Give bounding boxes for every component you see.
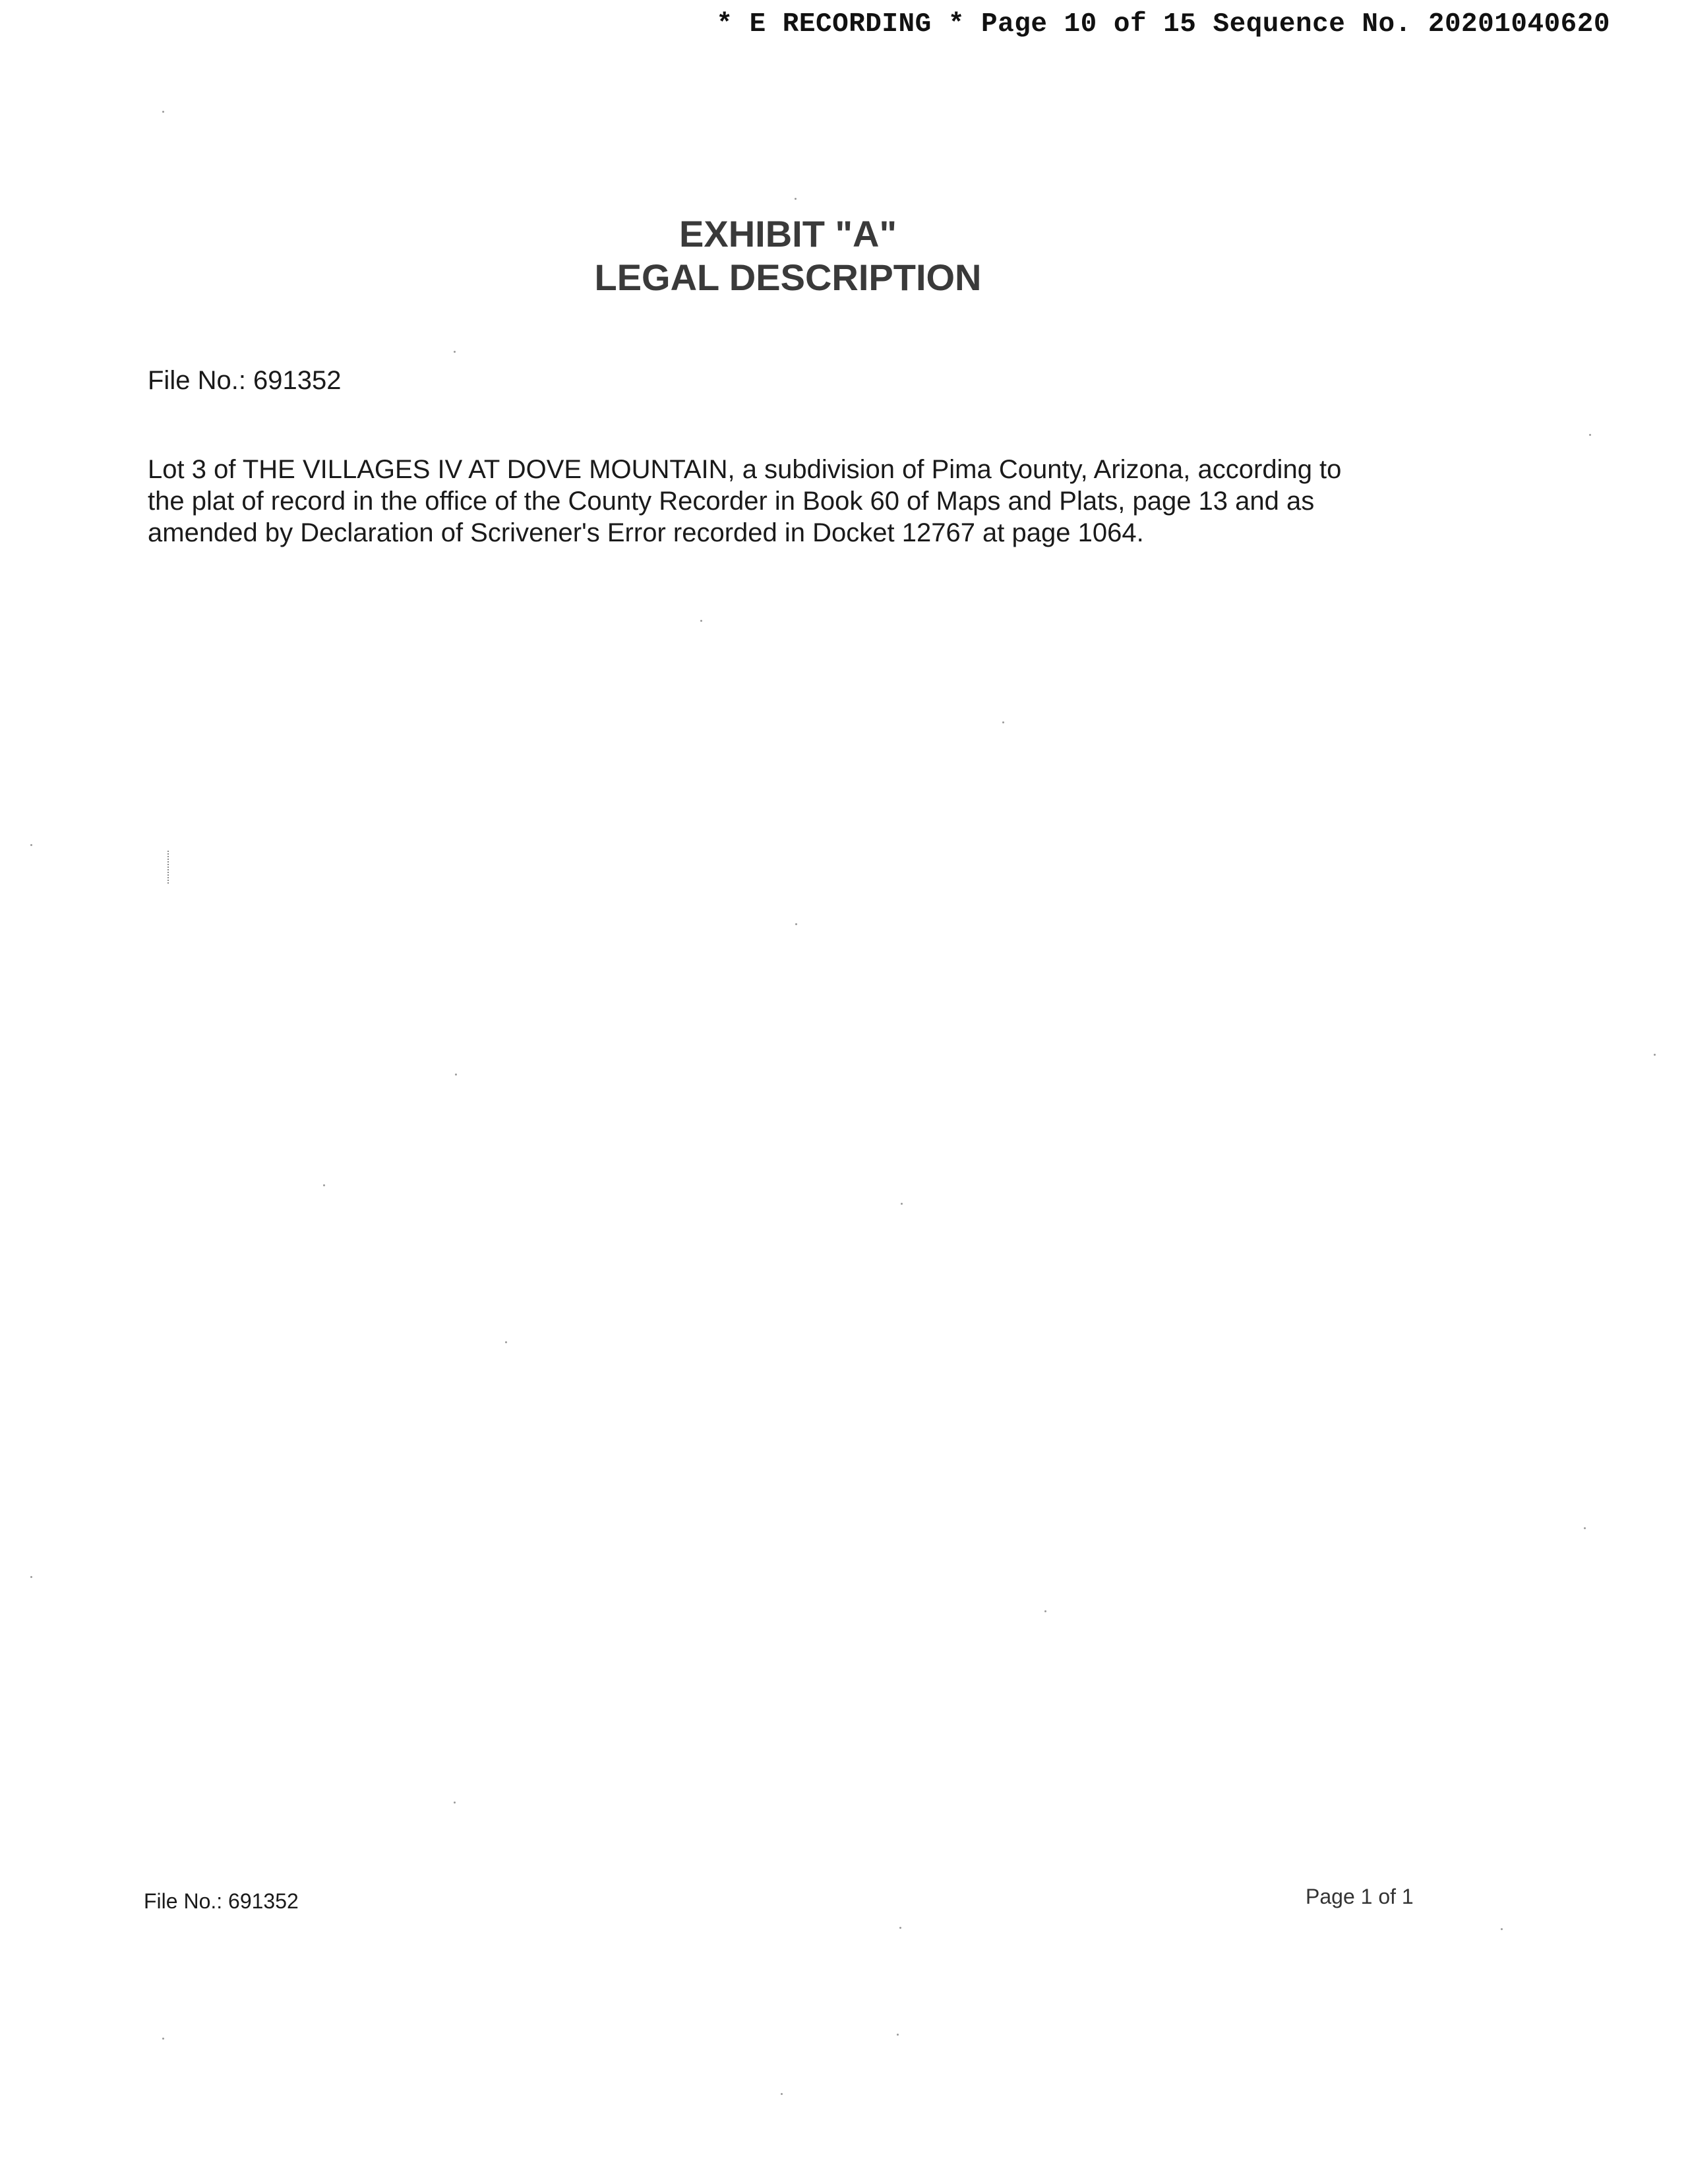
scan-speck [795,198,797,200]
scan-speck [505,1341,507,1343]
legal-description-line: Lot 3 of THE VILLAGES IV AT DOVE MOUNTAIN, a subdivision of Pima County, Arizona, according to [148,455,1342,484]
scan-speck [1501,1928,1503,1930]
scan-speck [781,2093,783,2095]
legal-description-line: amended by Declaration of Scrivener's Error recorded in Docket 12767 at page 1064. [148,518,1144,547]
scan-speck [454,1802,456,1804]
scan-speck [162,111,164,113]
scan-speck [323,1184,325,1186]
scan-speck [1654,1054,1656,1056]
legal-description [148,454,1401,549]
scan-speck [1044,1610,1046,1612]
legal-description-line: the plat of record in the office of the County Recorder in Book 60 of Maps and Plats, page 13 and as [148,487,1315,516]
scan-speck [30,844,32,846]
recording-header: * E RECORDING * Page 10 of 15 Sequence No. 20201040620 [716,9,1610,40]
scan-speck [1584,1527,1586,1529]
exhibit-title [0,212,1576,299]
scan-speck [700,620,702,622]
footer-file-number: File No.: 691352 [144,1889,299,1913]
scan-speck [897,2034,899,2036]
scan-artifact-mark [167,851,169,884]
scan-speck [901,1203,903,1205]
scan-speck [162,2038,164,2040]
scan-speck [795,923,797,925]
scan-speck [455,1074,457,1076]
scan-speck [899,1927,901,1929]
scan-speck [30,1576,32,1578]
file-number: File No.: 691352 [148,366,342,395]
exhibit-title-line: EXHIBIT "A" [678,213,897,255]
scan-speck [1589,434,1591,436]
scan-speck [454,351,456,353]
scan-speck [1002,721,1004,723]
footer-page-indicator: Page 1 of 1 [1306,1885,1414,1908]
exhibit-subtitle-line: LEGAL DESCRIPTION [594,257,982,298]
